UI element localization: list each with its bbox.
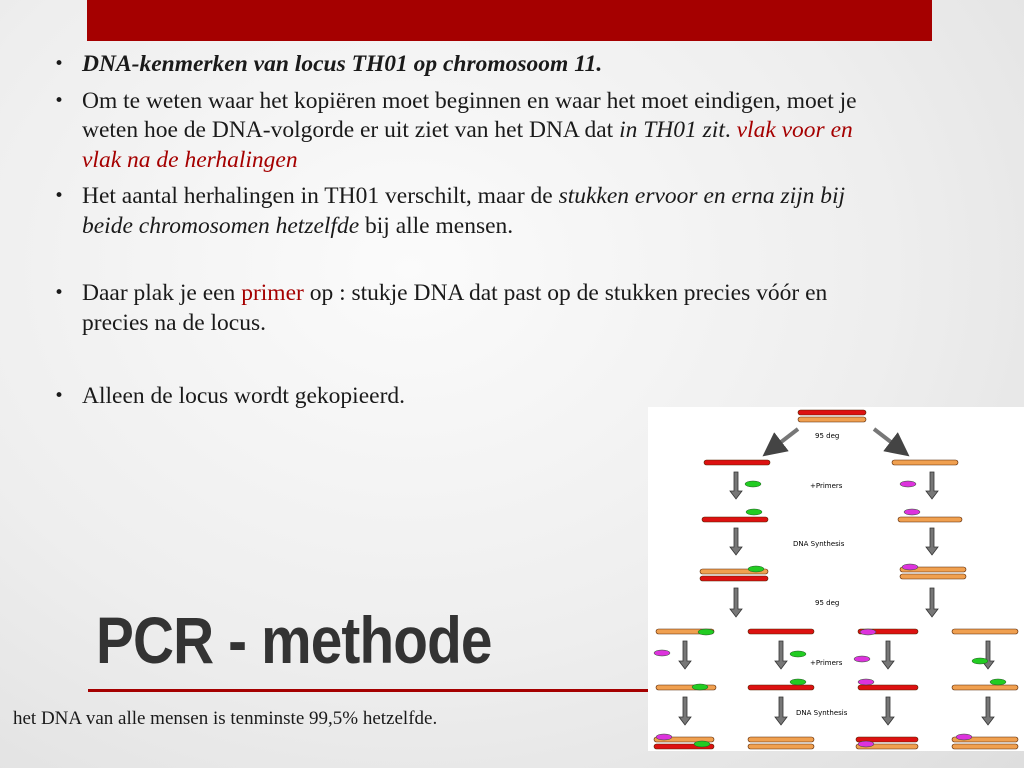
bullet-symbol: • (54, 90, 65, 111)
bullet-text: bij alle mensen. (359, 212, 514, 239)
primer (972, 658, 988, 664)
diagram-label: 95 deg (815, 432, 840, 440)
dna-strand (748, 744, 814, 749)
bullet-item (50, 182, 880, 241)
primer (956, 734, 972, 740)
primer (860, 629, 876, 635)
primer (790, 651, 806, 657)
bullet-text: Om te weten waar het kopiëren moet beginnen en waar het moet eindigen, moet je weten hoe de DNA-volgorde er uit ziet van het DNA dat (82, 87, 857, 143)
bullet-symbol: • (54, 386, 65, 406)
primer (745, 481, 761, 487)
bullet-highlight: vlak voor en vlak na de herhalingen (82, 117, 853, 173)
bullet-highlight: primer (241, 280, 304, 306)
header-accent-bar (87, 0, 932, 41)
primer (790, 679, 806, 685)
bullet-text: Alleen de locus wordt gekopieerd. (82, 383, 406, 409)
primer (656, 734, 672, 740)
dna-strand (952, 685, 1018, 690)
arrow-icon (982, 697, 994, 725)
dna-strand (798, 417, 866, 422)
bullet-item (50, 279, 880, 338)
primer (746, 509, 762, 515)
arrow-icon (775, 641, 787, 669)
arrow-icon (679, 697, 691, 725)
arrow-icon (874, 429, 900, 449)
arrow-icon (982, 641, 994, 669)
bullet-emphasis: in TH01 zit (619, 117, 725, 143)
primer (904, 509, 920, 515)
diagram-label: 95 deg (815, 599, 840, 607)
primer (694, 741, 710, 747)
primer (692, 684, 708, 690)
bullet-text: . (724, 117, 737, 143)
bullet-text: op : stukje DNA dat past op de stukken precies vóór en precies na de locus. (82, 280, 828, 336)
slide-title: PCR - methode (96, 603, 492, 677)
bullet-symbol: • (54, 186, 65, 206)
dna-strand (704, 460, 770, 465)
bullet-text: DNA-kenmerken van locus TH01 op chromosoom 11. (82, 51, 603, 77)
arrow-icon (730, 588, 742, 617)
primer (858, 741, 874, 747)
bullet-symbol: • (54, 54, 65, 74)
arrow-icon (926, 472, 938, 499)
primer (900, 481, 916, 487)
arrow-icon (882, 641, 894, 669)
dna-strand (900, 574, 966, 579)
bullet-text: Het aantal herhalingen in TH01 verschilt, maar de (82, 183, 559, 209)
dna-strand (748, 685, 814, 690)
primer (748, 566, 764, 572)
primer (990, 679, 1006, 685)
arrow-icon (730, 528, 742, 555)
diagram-label: +Primers (810, 482, 843, 490)
dna-strand (798, 410, 866, 415)
arrow-icon (679, 641, 691, 669)
primer (698, 629, 714, 635)
dna-strand (748, 629, 814, 634)
bullet-text: Daar plak je een (82, 280, 242, 306)
dna-strand (748, 737, 814, 742)
bullet-symbol: • (54, 283, 65, 303)
dna-strand (892, 460, 958, 465)
bullet-item (50, 87, 880, 176)
bullet-item (50, 50, 880, 80)
primer (858, 679, 874, 685)
arrow-icon (772, 429, 798, 449)
dna-strand (952, 629, 1018, 634)
arrow-icon (775, 697, 787, 725)
diagram-label: DNA Synthesis (796, 709, 848, 717)
dna-strand (952, 744, 1018, 749)
dna-strand (702, 517, 768, 522)
arrow-icon (882, 697, 894, 725)
arrow-icon (926, 588, 938, 617)
dna-strand (858, 685, 918, 690)
pcr-cycle-illustration (648, 407, 1024, 751)
pcr-diagram (648, 407, 1024, 751)
primer (854, 656, 870, 662)
title-underline (88, 689, 663, 692)
bullet-list (50, 50, 880, 419)
primer (902, 564, 918, 570)
diagram-label: +Primers (810, 659, 843, 667)
diagram-label: DNA Synthesis (793, 540, 845, 548)
dna-strand (700, 576, 768, 581)
primer (654, 650, 670, 656)
footnote: het DNA van alle mensen is tenminste 99,5% hetzelfde. (13, 708, 438, 729)
bullet-emphasis: stukken ervoor en erna zijn bij beide chromosomen hetzelfde (82, 183, 846, 239)
dna-strand (898, 517, 962, 522)
arrow-icon (926, 528, 938, 555)
arrow-icon (730, 472, 742, 499)
